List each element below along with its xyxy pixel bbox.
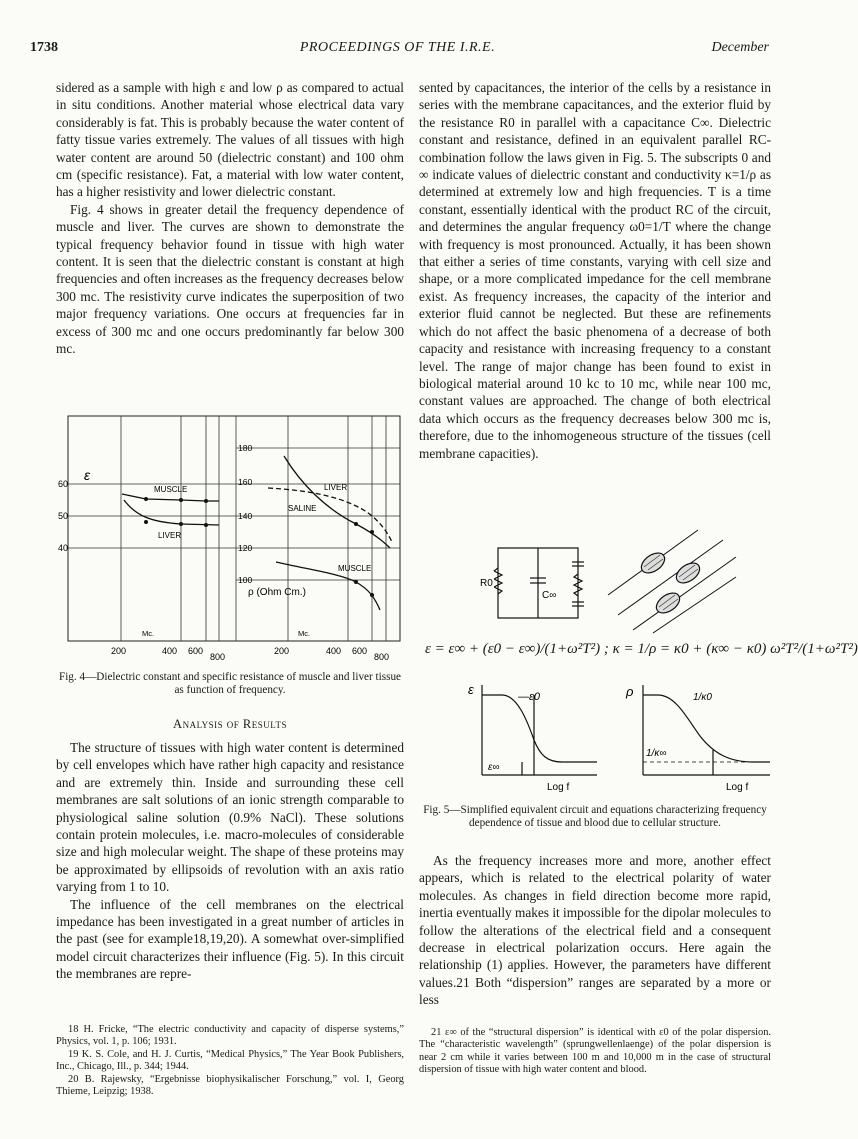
eps-axis-label: ε	[468, 682, 474, 697]
figure-5-caption: Fig. 5—Simplified equivalent circuit and equations characterizing frequency dependence of tissue and blood due to cellular structure.	[423, 804, 767, 829]
issue-month: December	[711, 40, 769, 55]
page-number: 1738	[30, 40, 58, 55]
left-column-top	[56, 79, 404, 358]
eps0-label: —ε0	[518, 691, 540, 703]
left-paragraph-2: Fig. 4 shows in greater detail the frequency dependence of muscle and liver. The curves are shown to demonstrate the typical frequency behavior found in tissue with high water content. It is seen that the dielectric constant is constant at high frequencies and often increases as the frequency decreases below 300 mc. The resistivity curve indicates the superposition of two major frequency variations. One occurs at frequencies far in excess of 300 mc and one occurs predominantly far below 300 mc.	[56, 201, 404, 357]
left-paragraph-1: sidered as a sample with high ε and low ρ as compared to actual in situ conditions. Another material whose electrical data vary considerably is fat. This is probably because the water content of fatty tissue varies extremely. The values of all tissues with high water content are around 50 (dielectric constant) and 100 ohm cm (specific resistance). Fat, a material with low water content, has a higher resistivity and lower dielectric constant.	[56, 80, 404, 200]
epsilon-curve	[482, 695, 597, 762]
saline-rho-label: SALINE	[288, 504, 317, 513]
dispersion-equation: ε = ε∞ + (ε0 − ε∞)/(1+ω²T²) ; κ = 1/ρ = κ0 + (κ∞ − κ0) ω²T²/(1+ω²T²)	[425, 641, 858, 657]
liver-rho-label: LIVER	[324, 483, 348, 492]
right-paragraph-1: sented by capacitances, the interior of the cells by a resistance in series with the membrane capacitances, and the exterior fluid by the resistance R0 in parallel with a capacitance C∞. Dielectric constant and resistance, defined in an equivalent parallel RC-combination follow the laws given in Fig. 5. The subscripts 0 and ∞ indicate values of dielectric constant and conductivity κ=1/ρ as determined at extremely low and high frequencies. T is a time constant, essentially identical with the product RC of the circuit, and determines the angular frequency ω0=1/T where the change with frequency is most pronounced. Actually, it has been shown that either a series of time constants, varying with cell size and shape, or a more complicated impedance for the cell membrane exist. As frequency increases, the capacity of the interior and exterior fluid cannot be neglected. But these are refinements which do not affect the basic phenomena of a decrease of both capacity and resistance with increasing frequency to a constant level. The range of major change has been found to exist in biological material around 10 kc to 10 mc, while near 100 mc, constant values are approached. The change of both electrical data which occurs as the frequency decreases below 300 mc is, therefore, due to the inhomogeneous structure of the tissues (cell membrane capacities).	[419, 80, 771, 461]
x-tick-right-600: 600	[352, 646, 368, 656]
rho-axis-label: ρ	[626, 684, 634, 699]
footnotes-left	[56, 1024, 404, 1098]
left-column-bottom	[56, 739, 404, 983]
left-paragraph-3: The structure of tissues with high water content is determined by cell envelopes which have rather high capacity and resistance and are extremely thin. Inside and surrounding these cell membranes are salt solutions of an ionic strength comparable to physiological saline solution (0.9% NaCl). These solutions contain protein molecules, i.e. macro-molecules of considerable size and high molecular weight. The shape of these proteins may be approximated by ellipsoids of revolution with an axis ratio varying from 1 to 10.	[56, 740, 404, 895]
right-column-bottom	[419, 852, 771, 1009]
rho-low-label: 1/κ∞	[646, 748, 667, 759]
right-column-top	[419, 79, 771, 462]
figure-4-caption: Fig. 4—Dielectric constant and specific resistance of muscle and liver tissue as function of frequency.	[58, 671, 402, 696]
left-paragraph-4: The influence of the cell membranes on the electrical impedance has been investigated in a great number of articles in the past (see for example18,19,20). A somewhat over-simplified model circuit characterizes their influence (Fig. 5). In this circuit the membranes are repre-	[56, 896, 404, 982]
r0-label: R0	[480, 578, 493, 589]
footnote-18: 18 H. Fricke, “The electric conductivity and capacity of disperse systems,” Physics, vol. 1, p. 106; 1931.	[56, 1024, 404, 1048]
journal-title: PROCEEDINGS OF THE I.R.E.	[299, 40, 496, 55]
epsilon-vs-log-f-plot	[462, 680, 602, 795]
liver-eps-label: LIVER	[158, 531, 182, 540]
liver-rho-curve	[284, 456, 390, 548]
figure-4-chart	[56, 414, 404, 664]
cinf-label: C∞	[542, 590, 557, 601]
eps-label: ε	[84, 467, 91, 483]
left-tick-60: 60	[58, 479, 69, 489]
cell-structure-sketch	[598, 525, 738, 635]
footnote-21	[419, 1027, 771, 1077]
rho-vs-log-f-plot	[618, 680, 773, 795]
muscle-rho-label: MUSCLE	[338, 564, 372, 573]
rho-high-label: 1/κ0	[693, 692, 712, 703]
mc-label-left: Mc.	[142, 629, 155, 638]
right-tick-100: 100	[238, 575, 253, 585]
equivalent-circuit	[480, 538, 590, 628]
section-heading: Analysis of Results	[173, 717, 287, 731]
eps-x-label: Log f	[547, 782, 570, 793]
right-tick-140: 140	[238, 511, 253, 521]
x-tick-left-200: 200	[111, 646, 127, 656]
x-tick-left-800: 800	[210, 652, 226, 662]
x-tick-right-400: 400	[326, 646, 342, 656]
x-tick-right-800: 800	[374, 652, 390, 662]
x-tick-left-600: 600	[188, 646, 204, 656]
right-paragraph-2: As the frequency increases more and more, another effect appears, which is related to the electrical polarity of water molecules. As changes in field direction become more rapid, inertia eventually makes it impossible for the dipolar molecules to follow the alterations of the electrical field and a consequent decrease in electrical polarization occurs. Here again the relationship (1) applies. However, the parameters have different values.21 Both “dispersion” ranges are separated by a more or less	[419, 853, 771, 1008]
x-tick-left-400: 400	[162, 646, 178, 656]
right-tick-180: 180	[238, 443, 253, 453]
footnote-21-text: 21 ε∞ of the “structural dispersion” is identical with ε0 of the polar dispersion. The “characteristic wavelength” (sprungwellenlaenge) of the polar dispersion is near 2 cm while it varies between 100 m and 10,000 m in the case of structural dispersion of tissue with high water content and blood.	[419, 1027, 771, 1076]
rho-label: ρ (Ohm Cm.)	[248, 587, 306, 598]
left-tick-40: 40	[58, 543, 69, 553]
left-tick-50: 50	[58, 511, 69, 521]
eps-inf-label: ε∞	[488, 762, 500, 773]
liver-eps-curve	[124, 500, 219, 525]
muscle-eps-label: MUSCLE	[154, 485, 188, 494]
x-tick-right-200: 200	[274, 646, 290, 656]
footnote-19: 19 K. S. Cole, and H. J. Curtis, “Medical Physics,” The Year Book Publishers, Inc., Chicago, Ill., p. 344; 1944.	[56, 1048, 404, 1073]
right-tick-120: 120	[238, 543, 253, 553]
rho-x-label: Log f	[726, 782, 749, 793]
mc-label-right: Mc.	[298, 629, 311, 638]
right-tick-160: 160	[238, 477, 253, 487]
footnote-20: 20 B. Rajewsky, “Ergebnisse biophysikalischer Forschung,” vol. I, Georg Thieme, Leipzig; 1938.	[56, 1073, 404, 1098]
